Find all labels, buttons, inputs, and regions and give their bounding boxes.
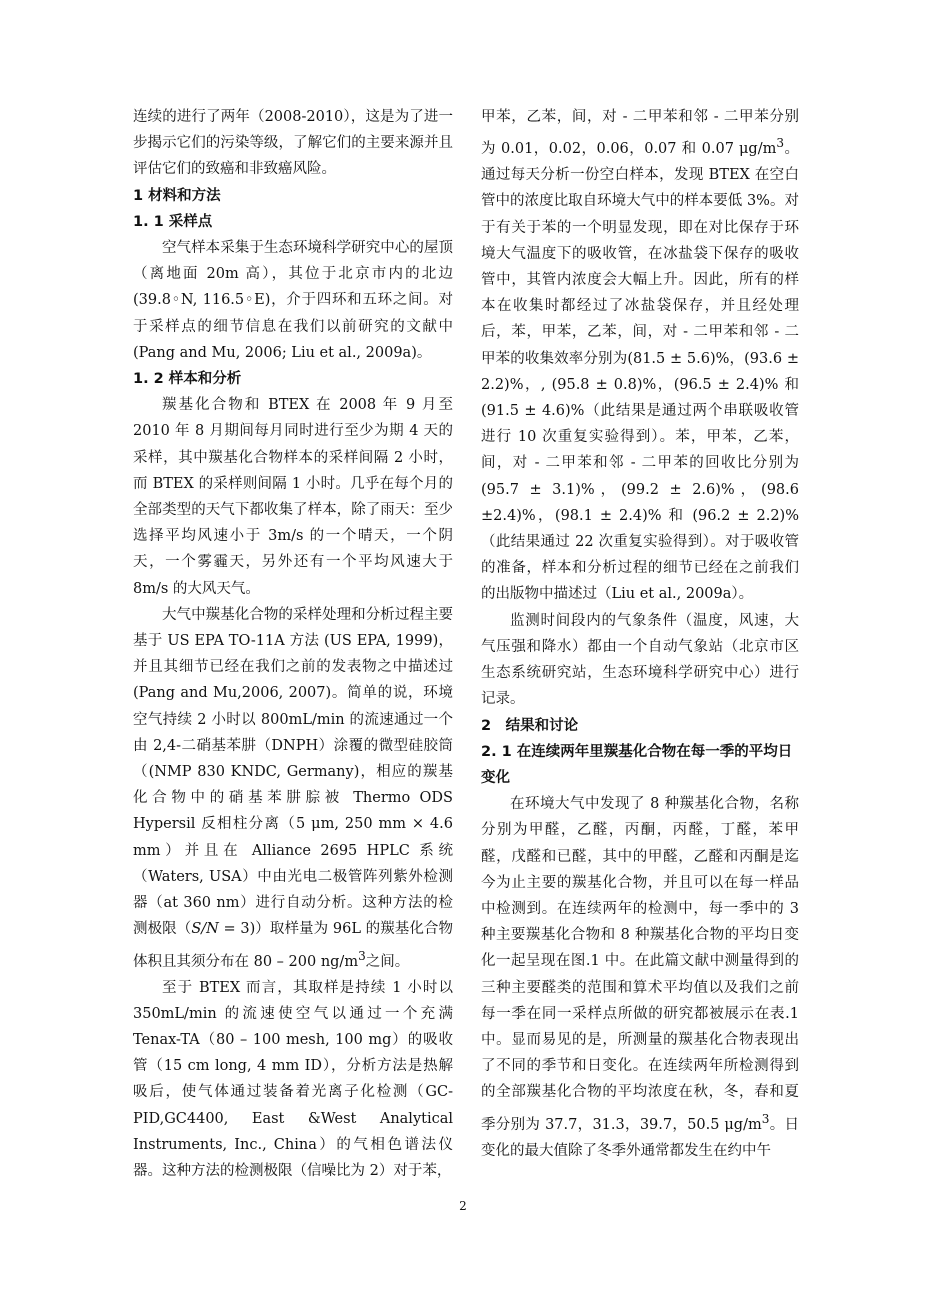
superscript: 3 (776, 136, 785, 151)
left-column (133, 104, 453, 1184)
paragraph-btex-method: 至于 BTEX 而言，其取样是持续 1 小时以 350mL/min 的流速使空气以通过一个充满 Tenax-TA（80 – 100 mesh, 100 mg）的吸收管（15 cm long, 4 mm ID），分析方法是热解吸后，使气体通过装备着光离子化检测（GC-PID,GC4400, East &West Analytical Instruments, Inc., China）的气相色谱法仪器。这种方法的检测极限（信噪比为 2）对于苯， (133, 979, 453, 1179)
diurnal-text: 在环境大气中发现了 8 种羰基化合物，名称分别为甲醛，乙醛，丙酮，丙醛，丁醛，苯甲醛，戊醛和已醛，其中的甲醛，乙醛和丙酮是迄今为止主要的羰基化合物，并且可以在每一样品中检测到。在连续两年的检测中，每一季中的 3 种主要羰基化合物和 8 种羰基化合物的平均日变化一起呈现在图.1 中。在此篇文献中测量得到的三种主要醛类的范围和算术平均值以及我们之前每一季在同一采样点所做的研究都被展示在表.1 中。显而易见的是，所测量的羰基化合物表现出了不同的季节和日变化。在连续两年所检测得到的全部羰基化合物的平均浓度在秋，冬，春和夏季分别为 37.7，31.3，39.7，50.5 μg/m (481, 796, 799, 1133)
subsection-heading-diurnal-variation: 2. 1 在连续两年里羰基化合物在每一季的平均日变化 (481, 743, 793, 786)
page-number: 2 (459, 1199, 467, 1213)
paragraph-sampling-site: 空气样本采集于生态环境科学研究中心的屋顶（离地面 20m 高），其位于北京市内的北边 (39.8◦N, 116.5◦E)，介于四环和五环之间。对于采样点的细节信息在我们以前研究的文献中 (Pang and Mu, 2006; Liu et al., 2009a)。 (133, 240, 453, 361)
paragraph-btex-detection (481, 104, 799, 608)
carbonyl-method-text-3: 之间。 (365, 953, 410, 970)
sn-ratio-label: S/N (191, 921, 219, 938)
paragraph-meteorology: 监测时间段内的气象条件（温度，风速，大气压强和降水）都由一个自动气象站（北京市区生态系统研究站，生态环境科学研究中心）进行记录。 (481, 612, 799, 708)
section-heading-results: 2 结果和讨论 (481, 717, 579, 734)
superscript: 3 (761, 1111, 770, 1126)
paragraph-diurnal-variation (481, 791, 799, 1164)
subsection-heading-sampling-site: 1. 1 采样点 (133, 213, 213, 230)
section-heading-methods: 1 材料和方法 (133, 187, 221, 204)
carbonyl-method-text: 大气中羰基化合物的采样处理和分析过程主要基于 US EPA TO-11A 方法 (US EPA, 1999)，并且其细节已经在我们之前的发表物之中描述过 (Pang and Mu,2006, 2007)。简单的说，环境空气持续 2 小时以 800mL/min 的流速通过一个由 2,4-二硝基苯肼（DNPH）涂覆的微型硅胶筒（(NMP 830 KNDC, Germany)，相应的羰基化合物中的硝基苯肼腙被 Thermo ODS Hypersil 反相柱分离（5 μm, 250 mm × 4.6 mm）并且在 Alliance 2695 HPLC 系统（Waters, USA）中由光电二极管阵列紫外检测器（at 360 nm）进行自动分析。这种方法的检测极限（ (133, 606, 453, 938)
carbonyl-method-text-2: = 3)）取样量为 96L 的羰基化合物体积且其须分布在 80 – 200 ng/m (133, 921, 454, 970)
intro-paragraph-end: 连续的进行了两年（2008-2010），这是为了进一步揭示它们的污染等级，了解它们的主要来源并且评估它们的致癌和非致癌风险。 (133, 109, 453, 178)
superscript: 3 (358, 948, 366, 963)
right-column (481, 104, 799, 1164)
btex-detection-text: 甲苯，乙苯，间，对 - 二甲苯和邻 - 二甲苯分别为 0.01，0.02，0.06，0.07 和 0.07 μg/m (481, 109, 799, 158)
btex-detection-text-2: 。通过每天分析一份空白样本，发现 BTEX 在空白管中的浓度比取自环境大气中的样本要低 3%。对于有关于苯的一个明显发现，即在对比保存于环境大气温度下的吸收管，在冰盐袋下保存的吸收管中，其管内浓度会大幅上升。因此，所有的样本在收集时都经过了冰盐袋保存，并且经处理后，苯，甲苯，乙苯，间，对 - 二甲苯和邻 - 二甲苯的收集效率分别为(81.5 ± 5.6)%，(93.6 ± 2.2)%，, (95.8 ± 0.8)%，(96.5 ± 2.4)% 和 (91.5 ± 4.6)%（此结果是通过两个串联吸收管进行 10 次重复实验得到）。苯，甲苯，乙苯，间，对 - 二甲苯和邻 - 二甲苯的回收比分别为(95.7 ± 3.1)%，(99.2 ± 2.6)%，(98.6 ±2.4)%，(98.1 ± 2.4)% 和 (96.2 ± 2.2)%（此结果通过 22 次重复实验得到）。对于吸收管的准备，样本和分析过程的细节已经在之前我们的出版物中描述过（Liu et al., 2009a）。 (481, 141, 800, 603)
diurnal-text-2: 。日变化的最大值除了冬季外通常都发生在约中午 (481, 1116, 800, 1159)
paragraph-sampling-schedule: 羰基化合物和 BTEX 在 2008 年 9 月至 2010 年 8 月期间每月同时进行至少为期 4 天的采样，其中羰基化合物样本的采样间隔 2 小时，而 BTEX 的采样则间隔 1 小时。几乎在每个月的全部类型的天气下都收集了样本，除了雨天：至少选择平均风速小于 3m/s 的一个晴天，一个阴天，一个雾霾天，另外还有一个平均风速大于 8m/s 的大风天气。 (133, 397, 453, 597)
paragraph-carbonyl-method (133, 602, 453, 975)
subsection-heading-sampling-analysis: 1. 2 样本和分析 (133, 371, 242, 388)
